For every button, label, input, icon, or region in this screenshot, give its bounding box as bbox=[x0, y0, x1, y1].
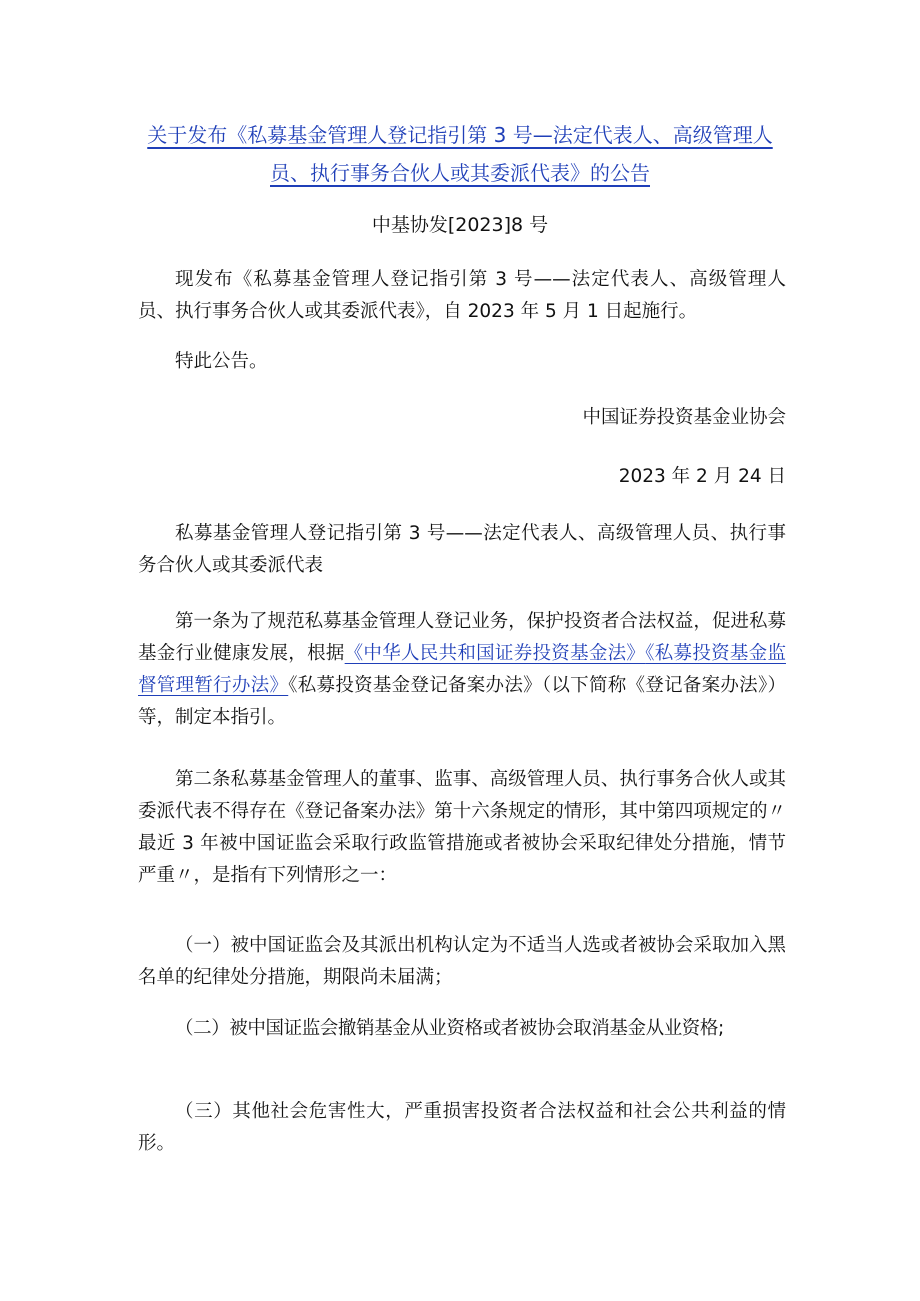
item-1: （一）被中国证监会及其派出机构认定为不适当人选或者被协会采取加入黑名单的纪律处分措施，期限尚未届满； bbox=[138, 935, 786, 988]
issue-date: 2023 年 2 月 24 日 bbox=[618, 466, 786, 487]
guideline-title: 私募基金管理人登记指引第 3 号——法定代表人、高级管理人员、执行事务合伙人或其委派代表 bbox=[138, 523, 786, 576]
issuer-name: 中国证券投资基金业协会 bbox=[582, 407, 786, 428]
article-1 bbox=[138, 606, 786, 734]
interim-measures-link[interactable]: 《私募投资基金监督管理暂行办法》 bbox=[138, 643, 786, 696]
article-2: 第二条私募基金管理人的董事、监事、高级管理人员、执行事务合伙人或其委派代表不得存在《登记备案办法》第十六条规定的情形，其中第四项规定的〃最近 3 年被中国证监会采取行政监管措施或者被协会采取纪律处分措施，情节严重〃，是指有下列情形之一： bbox=[138, 769, 786, 886]
article-1-text: 第一条为了规范私募基金管理人登记业务，保护投资者合法权益，促进私募基金行业健康发展，根据 bbox=[138, 611, 786, 664]
document-number: 中基协发[2023]8 号 bbox=[371, 214, 549, 236]
closing-statement: 特此公告。 bbox=[175, 351, 268, 372]
announcement-title[interactable]: 关于发布《私募基金管理人登记指引第 3 号—法定代表人、高级管理人员、执行事务合伙人或其委派代表》的公告 bbox=[147, 123, 773, 185]
item-3: （三）其他社会危害性大，严重损害投资者合法权益和社会公共利益的情形。 bbox=[138, 1101, 786, 1154]
item-2: （二）被中国证监会撤销基金从业资格或者被协会取消基金从业资格; bbox=[175, 1018, 724, 1039]
article-1-text-end: 《私募投资基金登记备案办法》（以下简称《登记备案办法》）等，制定本指引。 bbox=[138, 675, 786, 728]
fund-law-link[interactable]: 《中华人民共和国证券投资基金法》 bbox=[344, 643, 646, 664]
announcement-paragraph: 现发布《私募基金管理人登记指引第 3 号——法定代表人、高级管理人员、执行事务合伙人或其委派代表》，自 2023 年 5 月 1 日起施行。 bbox=[138, 269, 786, 322]
